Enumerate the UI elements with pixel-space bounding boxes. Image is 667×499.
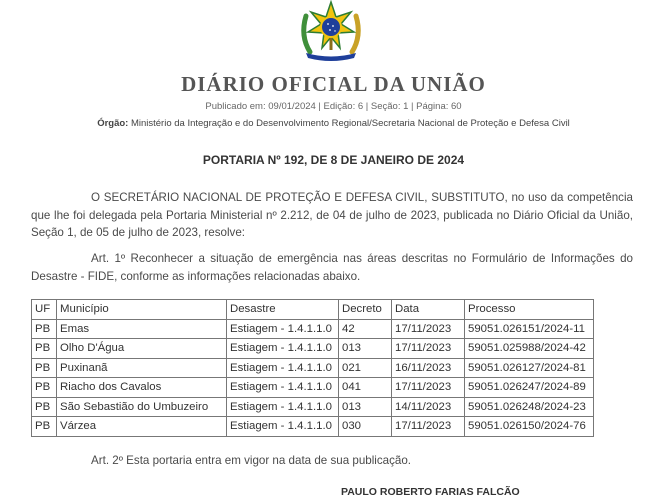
signer-name: PAULO ROBERTO FARIAS FALCÃO — [341, 486, 520, 498]
cell-municipio: São Sebastião do Umbuzeiro — [57, 397, 227, 417]
coat-of-arms-emblem — [296, 0, 366, 62]
table-header-row — [32, 300, 594, 320]
cell-uf: PB — [32, 358, 57, 378]
cell-processo: 59051.026248/2024-23 — [465, 397, 594, 417]
cell-desastre: Estiagem - 1.4.1.1.0 — [227, 378, 339, 398]
table-row — [32, 417, 594, 437]
cell-data: 17/11/2023 — [392, 339, 465, 359]
publication-info: Publicado em: 09/01/2024 | Edição: 6 | Seção: 1 | Página: 60 — [205, 101, 462, 112]
table-row — [32, 339, 594, 359]
column-header-uf: UF — [32, 300, 57, 320]
article-2-paragraph: Art. 2º Esta portaria entra em vigor na data de sua publicação. — [91, 454, 412, 467]
orgao-label: Órgão: — [97, 118, 129, 129]
preamble-paragraph: O SECRETÁRIO NACIONAL DE PROTEÇÃO E DEFESA CIVIL, SUBSTITUTO, no uso da competência que lhe foi delegada pela Portaria Ministerial nº 2.212, de 04 de julho de 2023, publicada no Diário Oficial da União, Seção 1, de 05 de julho de 2023, resolve: — [31, 191, 633, 239]
table-row — [32, 397, 594, 417]
cell-desastre: Estiagem - 1.4.1.1.0 — [227, 319, 339, 339]
cell-decreto: 42 — [339, 319, 392, 339]
cell-decreto: 030 — [339, 417, 392, 437]
portaria-heading: PORTARIA Nº 192, DE 8 DE JANEIRO DE 2024 — [202, 153, 465, 167]
cell-desastre: Estiagem - 1.4.1.1.0 — [227, 358, 339, 378]
municipalities-table — [31, 299, 594, 437]
orgao-value: Ministério da Integração e do Desenvolvimento Regional/Secretaria Nacional de Proteção e Defesa Civil — [130, 118, 570, 129]
column-header-processo: Processo — [465, 300, 594, 320]
article-1-paragraph: Art. 1º Reconhecer a situação de emergência nas áreas descritas no Formulário de Informações do Desastre - FIDE, conforme as informações relacionadas abaixo. — [31, 252, 633, 283]
cell-municipio: Puxinanã — [57, 358, 227, 378]
cell-uf: PB — [32, 397, 57, 417]
column-header-decreto: Decreto — [339, 300, 392, 320]
cell-data: 14/11/2023 — [392, 397, 465, 417]
cell-data: 16/11/2023 — [392, 358, 465, 378]
cell-uf: PB — [32, 319, 57, 339]
cell-data: 17/11/2023 — [392, 319, 465, 339]
cell-data: 17/11/2023 — [392, 378, 465, 398]
cell-decreto: 013 — [339, 397, 392, 417]
column-header-data: Data — [392, 300, 465, 320]
cell-processo: 59051.026127/2024-81 — [465, 358, 594, 378]
cell-desastre: Estiagem - 1.4.1.1.0 — [227, 339, 339, 359]
table-row — [32, 378, 594, 398]
table-row — [32, 358, 594, 378]
column-header-municipio: Município — [57, 300, 227, 320]
cell-municipio: Riacho dos Cavalos — [57, 378, 227, 398]
cell-desastre: Estiagem - 1.4.1.1.0 — [227, 417, 339, 437]
cell-processo: 59051.026247/2024-89 — [465, 378, 594, 398]
cell-processo: 59051.025988/2024-42 — [465, 339, 594, 359]
cell-processo: 59051.026151/2024-11 — [465, 319, 594, 339]
orgao-line — [0, 118, 667, 129]
cell-desastre: Estiagem - 1.4.1.1.0 — [227, 397, 339, 417]
cell-municipio: Emas — [57, 319, 227, 339]
cell-decreto: 021 — [339, 358, 392, 378]
cell-uf: PB — [32, 378, 57, 398]
cell-processo: 59051.026150/2024-76 — [465, 417, 594, 437]
cell-uf: PB — [32, 417, 57, 437]
cell-uf: PB — [32, 339, 57, 359]
table-row — [32, 319, 594, 339]
cell-municipio: Olho D'Água — [57, 339, 227, 359]
cell-decreto: 013 — [339, 339, 392, 359]
column-header-desastre: Desastre — [227, 300, 339, 320]
cell-municipio: Várzea — [57, 417, 227, 437]
cell-data: 17/11/2023 — [392, 417, 465, 437]
gazette-title: DIÁRIO OFICIAL DA UNIÃO — [181, 72, 486, 96]
cell-decreto: 041 — [339, 378, 392, 398]
